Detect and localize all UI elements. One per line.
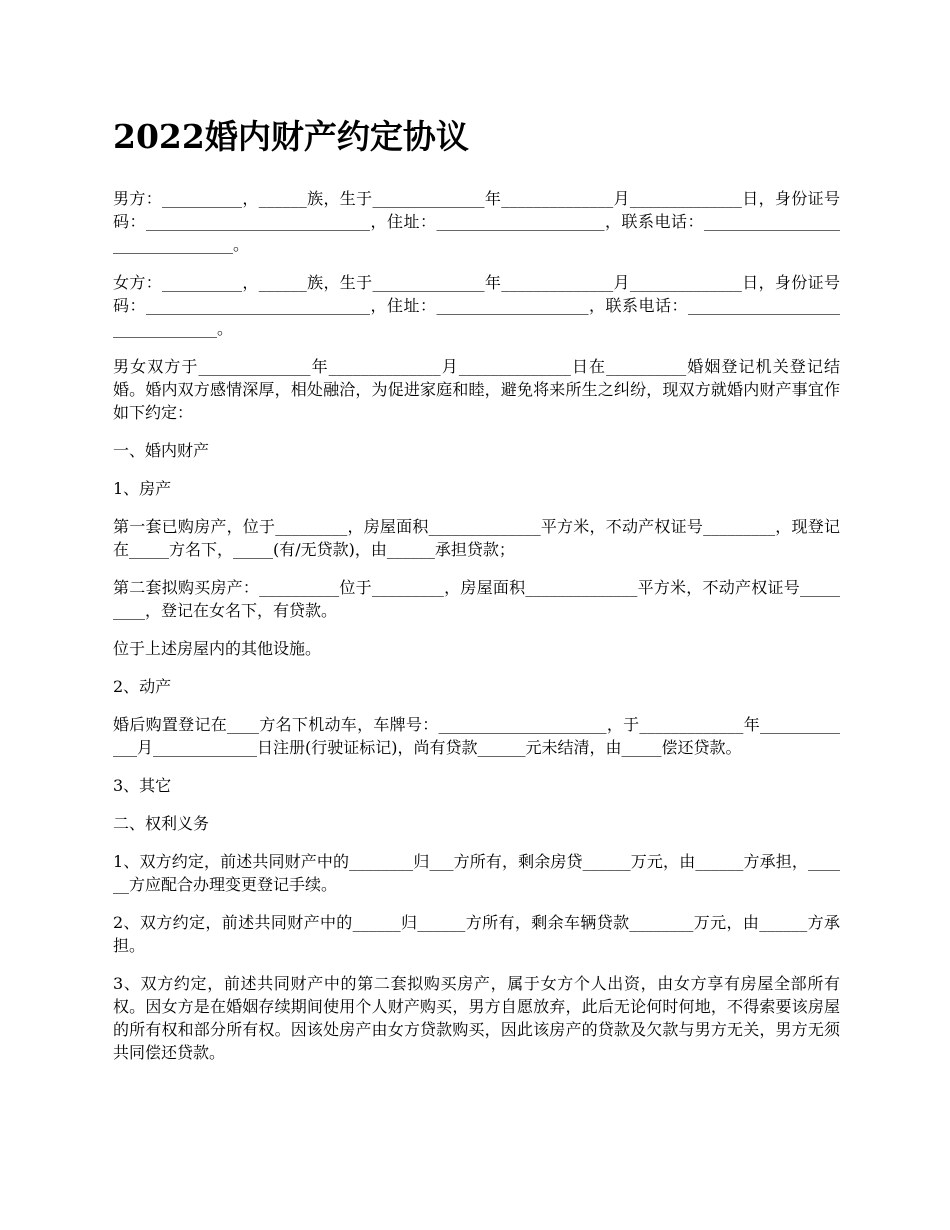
document-page xyxy=(113,112,840,1079)
subsection-heading-real-estate: 1、房产 xyxy=(113,479,172,498)
subsection-heading-movable-property: 2、动产 xyxy=(113,677,172,696)
second-property-paragraph: 第二套拟购买房产：__________位于_________，房屋面积______________平方米，不动产权证号_________，登记在女名下，有贷款。 xyxy=(113,578,840,620)
section-heading-marital-property: 一、婚内财产 xyxy=(113,441,210,460)
vehicle-paragraph: 婚后购置登记在____方名下机动车，车牌号：_____________________，于_____________年_____________月_____________日注册(行驶证标记)，尚有贷款______元未结清，由_____偿还贷款。 xyxy=(113,715,840,757)
agreement-clause-3: 3、双方约定，前述共同财产中的第二套拟购买房产，属于女方个人出资，由女方享有房屋全部所有权。因女方是在婚姻存续期间使用个人财产购买，男方自愿放弃，此后无论何时何地，不得索要该房屋的所有权和部分所有权。因该处房产由女方贷款购买，因此该房产的贷款及欠款与男方无关，男方无须共同偿还贷款。 xyxy=(113,974,840,1062)
document-title: 2022婚内财产约定协议 xyxy=(113,117,469,156)
section-heading-rights-obligations: 二、权利义务 xyxy=(113,814,210,833)
female-party-info: 女方：__________，______族，生于______________年______________月______________日，身份证号码：____________________________，住址：___________________，联系电话：________________________________。 xyxy=(113,273,840,338)
first-property-paragraph: 第一套已购房产，位于_________，房屋面积______________平方米，不动产权证号_________，现登记在_____方名下，_____(有/无贷款)，由______承担贷款； xyxy=(113,517,840,559)
other-facilities-paragraph: 位于上述房屋内的其他设施。 xyxy=(113,639,322,658)
subsection-heading-other: 3、其它 xyxy=(113,776,172,795)
male-party-info: 男方：__________，______族，生于______________年______________月______________日，身份证号码：____________________________，住址：_____________________，联系电话：________________________________。 xyxy=(113,189,840,254)
marriage-registration-paragraph: 男女双方于______________年______________月______________日在__________婚姻登记机关登记结婚。婚内双方感情深厚，相处融洽，为促进家庭和睦，避免将来所生之纠纷，现双方就婚内财产事宜作如下约定： xyxy=(113,357,840,422)
agreement-clause-1: 1、双方约定，前述共同财产中的________归___方所有，剩余房贷______万元，由______方承担，______方应配合办理变更登记手续。 xyxy=(113,852,840,894)
agreement-clause-2: 2、双方约定，前述共同财产中的______归______方所有，剩余车辆贷款________万元，由______方承担。 xyxy=(113,913,840,955)
